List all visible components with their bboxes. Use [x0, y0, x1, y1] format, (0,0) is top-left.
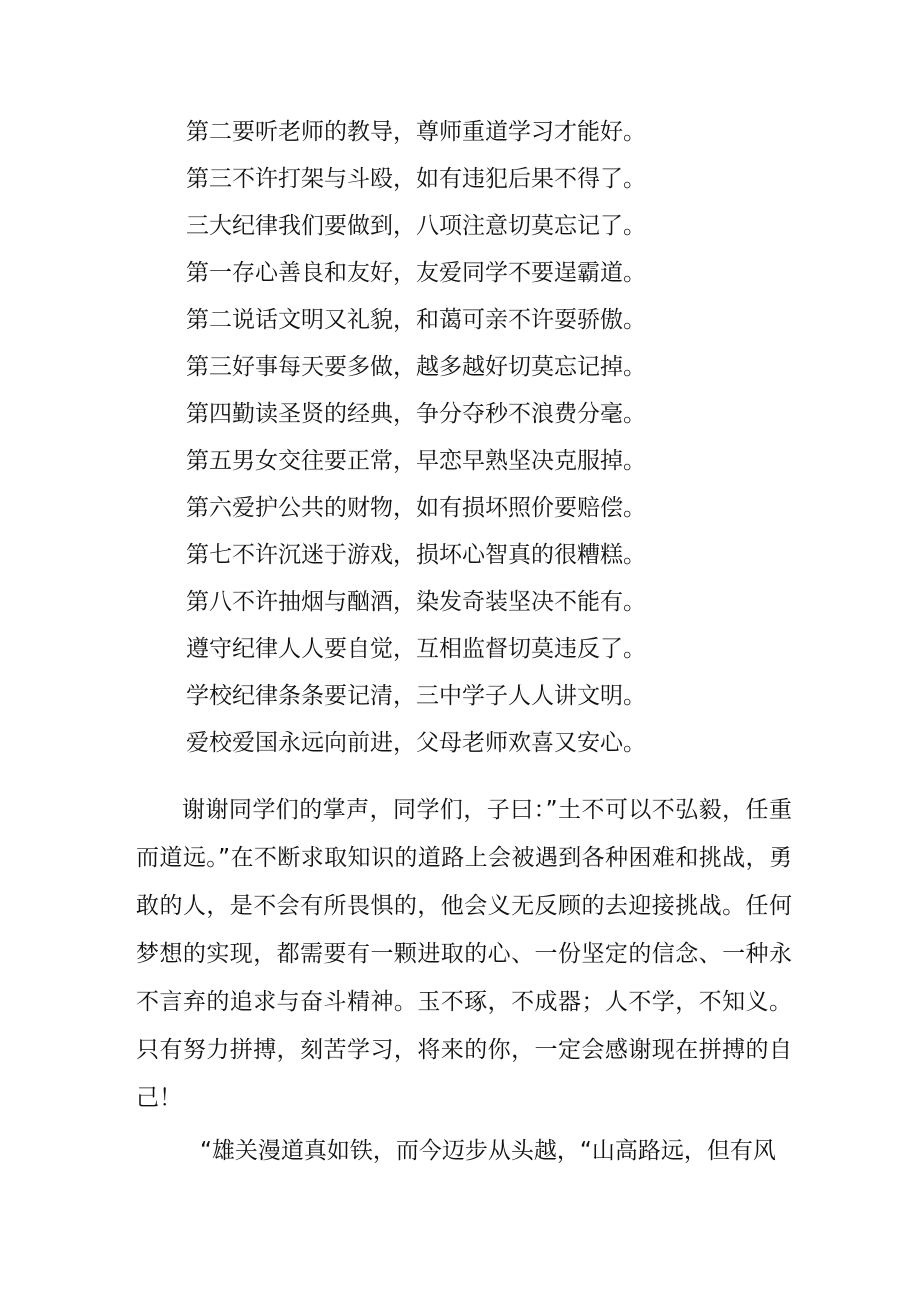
verse-line: 第二说话文明又礼貌，和蔼可亲不许耍骄傲。	[186, 307, 646, 333]
body-paragraph: 谢谢同学们的掌声，同学们，子曰：”土不可以不弘毅，任重而道远。”在不断求取知识的道路上会被遇到各种困难和挑战，勇敢的人，是不会有所畏惧的，他会义无反顾的去迎接挑战。任何梦想的实现，都需要有一颗进取的心、一份坚定的信念、一种永不言弃的追求与奋斗精神。玉不琢，不成器；人不学，不知义。只有努力拼搏，刻苦学习，将来的你，一定会感谢现在拼搏的自己！	[136, 797, 792, 1111]
verse-line: 第五男女交往要正常，早恋早熟坚决克服掉。	[186, 448, 646, 474]
verse-line: 第八不许抽烟与酗酒，染发奇装坚决不能有。	[186, 589, 646, 615]
verse-line: 第三好事每天要多做，越多越好切莫忘记掉。	[186, 354, 646, 380]
verse-line: 学校纪律条条要记清，三中学子人人讲文明。	[186, 683, 646, 709]
verse-line: 第一存心善良和友好，友爱同学不要逞霸道。	[186, 260, 646, 286]
verse-line: 遵守纪律人人要自觉，互相监督切莫违反了。	[186, 636, 646, 662]
verse-line: 三大纪律我们要做到，八项注意切莫忘记了。	[186, 213, 646, 239]
verse-line: 第七不许沉迷于游戏，损坏心智真的很糟糕。	[186, 542, 646, 568]
verse-line: 第三不许打架与斗殴，如有违犯后果不得了。	[186, 166, 646, 192]
verse-line: 第四勤读圣贤的经典，争分夺秒不浪费分毫。	[186, 401, 646, 427]
verse-line: 第六爱护公共的财物，如有损坏照价要赔偿。	[186, 495, 646, 521]
verse-line: 爱校爱国永远向前进，父母老师欢喜又安心。	[186, 730, 646, 756]
verse-line: 第二要听老师的教导，尊师重道学习才能好。	[186, 119, 646, 145]
quote-paragraph: “雄关漫道真如铁，而今迈步从头越，“山高路远，但有风	[200, 1138, 776, 1164]
